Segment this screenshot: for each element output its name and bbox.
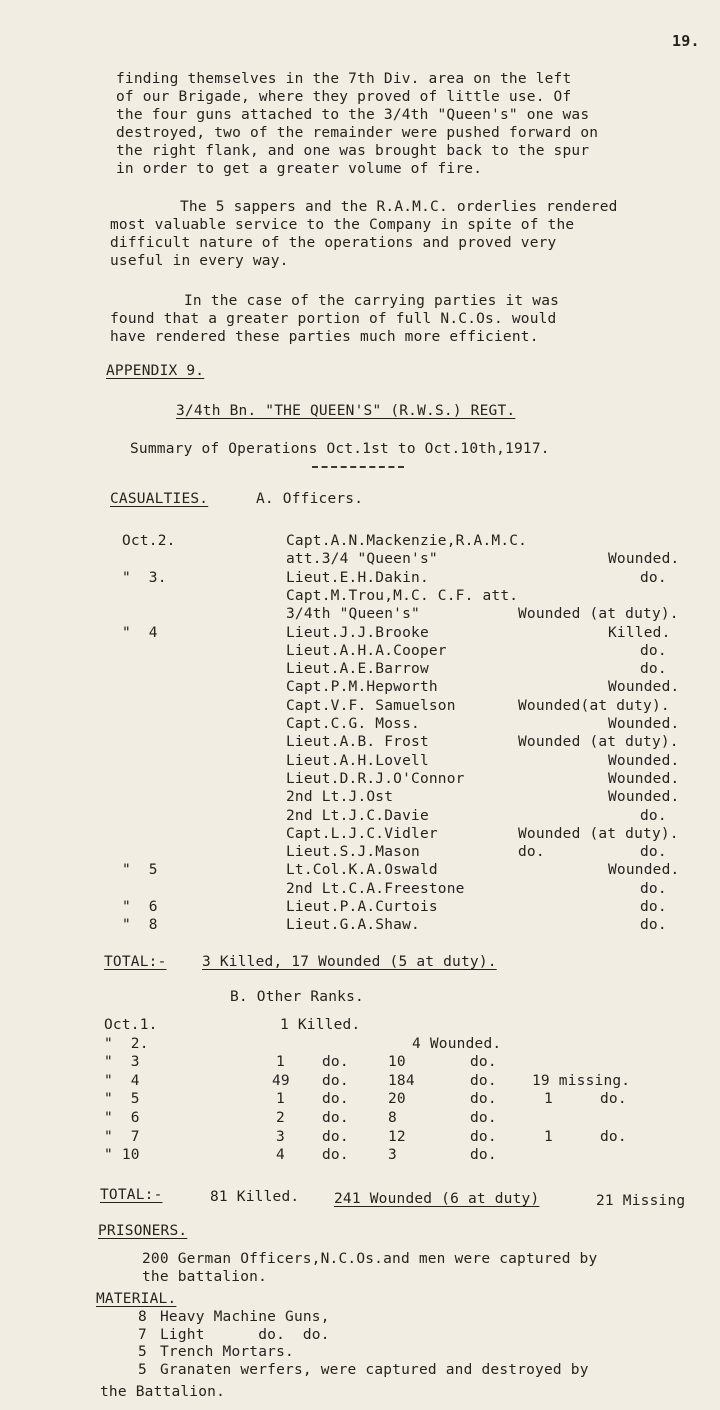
material-qty: 8: [138, 1309, 147, 1325]
officer-name: Lieut.E.H.Dakin.: [286, 569, 429, 586]
paragraph-line: the four guns attached to the 3/4th "Queen's" one was: [116, 107, 590, 123]
paragraph-line: of our Brigade, where they proved of little use. Of: [116, 89, 572, 105]
rank-missing: 1: [544, 1091, 553, 1108]
paragraph-line: destroyed, two of the remainder were pushed forward on: [116, 125, 599, 141]
rank-wounded: 4 Wounded.: [412, 1035, 502, 1052]
officer-date: " 3.: [122, 569, 167, 586]
officer-status: Wounded.: [608, 752, 680, 769]
officer-name: Lieut.D.R.J.O'Connor: [286, 770, 465, 787]
officer-name: 2nd Lt.J.C.Davie: [286, 807, 429, 824]
officer-name: 3/4th "Queen's": [286, 606, 420, 623]
other-ranks-heading: B. Other Ranks.: [230, 989, 364, 1005]
rank-wounded-do: do.: [470, 1128, 497, 1145]
rank-killed: 1 Killed.: [280, 1017, 361, 1033]
rank-row-date: " 10: [104, 1147, 140, 1164]
ranks-total-missing: 21 Missing: [596, 1193, 686, 1209]
officers-total: 3 Killed, 17 Wounded (5 at duty).: [202, 954, 497, 970]
rank-missing-do: do.: [600, 1091, 627, 1108]
page-number: 19.: [672, 32, 700, 50]
material-item: Trench Mortars.: [160, 1344, 294, 1360]
paragraph-line: most valuable service to the Company in spite of the: [110, 217, 575, 233]
rank-row-date: " 4: [104, 1072, 140, 1089]
officer-status: do.: [640, 642, 667, 659]
rank-row-date: " 7: [104, 1128, 140, 1145]
material-item: Granaten werfers, were captured and destroyed by: [160, 1361, 589, 1378]
appendix-heading: APPENDIX 9.: [106, 363, 205, 379]
material-qty: 5: [138, 1361, 147, 1378]
rank-wounded: 12: [388, 1128, 406, 1145]
rank-killed-do: do.: [322, 1128, 349, 1145]
rank-wounded-do: do.: [470, 1054, 497, 1071]
officer-status: Wounded.: [608, 789, 680, 806]
rank-killed: 3: [276, 1128, 285, 1145]
officer-name: Lt.Col.K.A.Oswald: [286, 862, 438, 879]
rank-missing: 1: [544, 1128, 553, 1145]
officer-status-mid: do.: [518, 844, 545, 861]
ranks-total-killed: 81 Killed.: [210, 1189, 300, 1205]
rank-wounded: 8: [388, 1110, 397, 1126]
officer-date: " 8: [122, 917, 158, 934]
officer-date: " 4: [122, 624, 158, 641]
rank-row-date: " 2.: [104, 1035, 149, 1052]
rank-row-date: Oct.1.: [104, 1017, 158, 1033]
material-item: Light do. do.: [160, 1326, 330, 1343]
officer-name: Lieut.J.J.Brooke: [286, 624, 429, 641]
paragraph-line: the right flank, and one was brought back to the spur: [116, 143, 590, 159]
officer-status: do.: [640, 917, 667, 934]
officer-status: Killed.: [608, 624, 671, 641]
rank-killed: 49: [272, 1072, 290, 1089]
officer-status: Wounded.: [608, 679, 680, 696]
prisoners-line: the battalion.: [142, 1269, 268, 1285]
officer-name: att.3/4 "Queen's": [286, 551, 438, 568]
officer-status: do.: [640, 569, 667, 586]
officer-status-mid: Wounded (at duty).: [518, 825, 679, 842]
officer-status: Wounded.: [608, 862, 680, 879]
paragraph-line: in order to get a greater volume of fire.: [116, 161, 483, 177]
officer-status: Wounded.: [608, 770, 680, 787]
rank-killed: 1: [276, 1054, 285, 1071]
rank-row-date: " 6: [104, 1110, 140, 1126]
ranks-total-label: TOTAL:-: [100, 1187, 163, 1203]
officer-status: do.: [640, 899, 667, 915]
rank-killed: 2: [276, 1110, 285, 1126]
material-heading: MATERIAL.: [96, 1291, 177, 1307]
officer-name: Capt.A.N.Mackenzie,R.A.M.C.: [286, 533, 528, 549]
officers-total-label: TOTAL:-: [104, 954, 167, 970]
officer-name: Lieut.G.A.Shaw.: [286, 917, 420, 934]
officer-status-mid: Wounded (at duty).: [518, 606, 679, 623]
paragraph-line: In the case of the carrying parties it was: [184, 293, 560, 309]
officer-name: Capt.M.Trou,M.C. C.F. att.: [286, 587, 519, 604]
officer-name: Capt.C.G. Moss.: [286, 716, 420, 732]
rank-wounded: 20: [388, 1091, 406, 1108]
officer-name: 2nd Lt.J.Ost: [286, 789, 394, 806]
rank-killed-do: do.: [322, 1054, 349, 1071]
rank-killed-do: do.: [322, 1147, 349, 1164]
title-divider: [312, 466, 404, 468]
officer-date: " 5: [122, 862, 158, 879]
officer-name: Capt.P.M.Hepworth: [286, 679, 438, 696]
officer-status: do.: [640, 661, 667, 678]
officer-name: Lieut.A.B. Frost: [286, 734, 429, 751]
officer-name: Lieut.S.J.Mason: [286, 844, 420, 861]
paragraph-line: The 5 sappers and the R.A.M.C. orderlies rendered: [180, 199, 618, 215]
rank-wounded-do: do.: [470, 1147, 497, 1164]
prisoners-heading: PRISONERS.: [98, 1223, 188, 1239]
rank-wounded-do: do.: [470, 1110, 497, 1126]
officer-status-mid: Wounded(at duty).: [518, 697, 670, 714]
summary-title: Summary of Operations Oct.1st to Oct.10th,1917.: [130, 441, 550, 457]
rank-wounded-do: do.: [470, 1072, 497, 1089]
officer-name: Lieut.A.H.A.Cooper: [286, 642, 447, 659]
material-qty: 7: [138, 1326, 147, 1343]
officer-status: do.: [640, 880, 667, 897]
prisoners-line: 200 German Officers,N.C.Os.and men were captured by: [142, 1251, 598, 1267]
rank-killed-do: do.: [322, 1091, 349, 1108]
paragraph-line: difficult nature of the operations and proved very: [110, 235, 557, 251]
material-qty: 5: [138, 1344, 147, 1360]
rank-killed: 1: [276, 1091, 285, 1108]
rank-killed: 4: [276, 1147, 285, 1164]
rank-row-date: " 3: [104, 1054, 140, 1071]
paragraph-line: have rendered these parties much more efficient.: [110, 329, 539, 345]
officer-status: Wounded.: [608, 551, 680, 568]
rank-killed-do: do.: [322, 1110, 349, 1126]
rank-wounded: 184: [388, 1072, 415, 1089]
rank-row-date: " 5: [104, 1091, 140, 1108]
officer-name: Lieut.A.E.Barrow: [286, 661, 429, 678]
officer-status: do.: [640, 807, 667, 824]
material-item: Heavy Machine Guns,: [160, 1309, 330, 1325]
ranks-total-wounded: 241 Wounded (6 at duty): [334, 1191, 540, 1207]
paragraph-line: found that a greater portion of full N.C.Os. would: [110, 311, 557, 327]
rank-wounded: 10: [388, 1054, 406, 1071]
rank-wounded-do: do.: [470, 1091, 497, 1108]
officer-name: Lieut.A.H.Lovell: [286, 752, 429, 769]
officer-date: " 6: [122, 899, 158, 915]
officer-name: Lieut.P.A.Curtois: [286, 899, 438, 915]
paragraph-line: finding themselves in the 7th Div. area on the left: [116, 71, 572, 87]
officer-status: do.: [640, 844, 667, 861]
officer-name: Capt.L.J.C.Vidler: [286, 825, 438, 842]
officer-status: Wounded.: [608, 716, 680, 732]
paragraph-line: useful in every way.: [110, 253, 289, 269]
officer-name: Capt.V.F. Samuelson: [286, 697, 456, 714]
casualties-heading: CASUALTIES.: [110, 491, 209, 507]
rank-missing-do: do.: [600, 1128, 627, 1145]
rank-wounded: 3: [388, 1147, 397, 1164]
rank-killed-do: do.: [322, 1072, 349, 1089]
material-closing-line: the Battalion.: [100, 1384, 226, 1400]
officers-heading: A. Officers.: [256, 491, 364, 507]
battalion-title: 3/4th Bn. "THE QUEEN'S" (R.W.S.) REGT.: [176, 403, 516, 419]
rank-missing: 19 missing.: [532, 1072, 631, 1089]
officer-status-mid: Wounded (at duty).: [518, 734, 679, 751]
officer-name: 2nd Lt.C.A.Freestone: [286, 880, 465, 897]
officer-date: Oct.2.: [122, 533, 176, 549]
